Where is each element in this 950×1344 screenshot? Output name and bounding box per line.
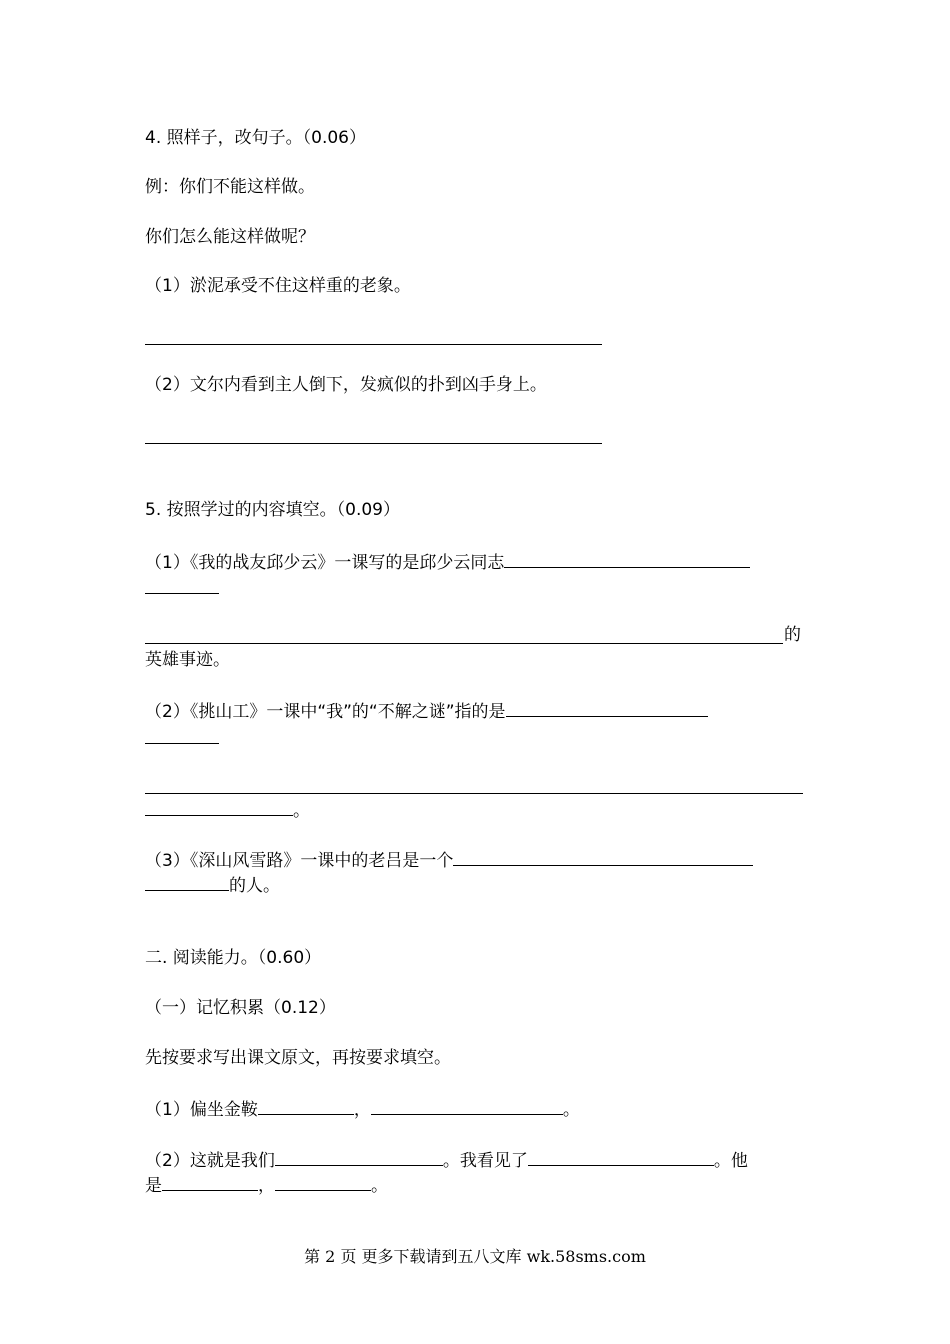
q5-item-2-blank-c[interactable]: [145, 793, 803, 794]
q5-item-3-blank-a[interactable]: [453, 847, 753, 866]
section2-item-1-end: 。: [562, 1100, 580, 1120]
q5-item-2-end: 。: [293, 801, 310, 821]
q5-title: 5. 按照学过的内容填空。（0.09）: [145, 500, 400, 520]
q4-example-label: 例：你们不能这样做。: [145, 177, 315, 197]
q5-item-1-blank-c[interactable]: [145, 643, 783, 644]
section2-item-2-prefix: （2）这就是我们: [145, 1151, 275, 1171]
section2-item-2-tail: 。他: [713, 1151, 748, 1171]
section2-title: 二. 阅读能力。（0.60）: [145, 948, 322, 968]
q5-item-1-suffix: 的: [784, 625, 801, 645]
q5-item-2-line-1: [145, 698, 708, 724]
section2-item-1: [145, 1096, 580, 1122]
q4-answer-line-2: [145, 443, 602, 444]
section2-item-2-line2-end: 。: [371, 1176, 388, 1196]
section2-item-2-line2-prefix: 是: [145, 1176, 162, 1196]
section2-item-2-line-2: [145, 1172, 388, 1198]
section2-instruction: 先按要求写出课文原文，再按要求填空。: [145, 1048, 451, 1068]
q4-example-result: 你们怎么能这样做呢？: [145, 227, 315, 247]
q5-item-2-blank-a[interactable]: [506, 698, 708, 717]
section2-item-1-blank-a[interactable]: [258, 1096, 354, 1115]
section2-item-2-blank-d[interactable]: [275, 1172, 371, 1191]
q5-item-3-line-2: [145, 872, 280, 898]
q4-answer-line-1: [145, 344, 602, 345]
q5-item-2-prefix: （2）《挑山工》一课中“我”的“不解之谜”指的是: [145, 702, 506, 722]
section2-item-2-line-1: [145, 1147, 748, 1173]
q5-item-2-blank-d[interactable]: [145, 797, 293, 816]
q4-item-2: （2）文尔内看到主人倒下，发疯似的扑到凶手身上。: [145, 375, 547, 395]
q5-item-1-blank-b[interactable]: [145, 593, 219, 594]
section2-item-1-prefix: （1）偏坐金鞍: [145, 1100, 258, 1120]
q5-item-1-line-1: [145, 549, 750, 575]
section2-item-2-blank-c[interactable]: [162, 1172, 258, 1191]
q5-item-3-end: 的人。: [229, 876, 280, 896]
q5-item-3-blank-b[interactable]: [145, 872, 229, 891]
page-footer: 第 2 页 更多下载请到五八文库 wk.58sms.com: [304, 1247, 646, 1266]
q5-item-2-blank-b[interactable]: [145, 743, 219, 744]
q5-item-1-blank-a[interactable]: [504, 549, 750, 568]
section2-item-2-mid: 。我看见了: [442, 1151, 528, 1171]
section2-item-2-line2-comma: ，: [258, 1176, 275, 1196]
section2-item-2-blank-a[interactable]: [275, 1147, 443, 1166]
q5-item-3-prefix: （3）《深山风雪路》一课中的老吕是一个: [145, 851, 454, 871]
section2-item-2-blank-b[interactable]: [528, 1147, 714, 1166]
q5-item-2-line-3: [145, 797, 310, 823]
q4-title: 4. 照样子，改句子。（0.06）: [145, 128, 366, 148]
q5-item-3-line-1: [145, 847, 753, 873]
section2-subtitle: （一）记忆积累（0.12）: [145, 998, 336, 1018]
q5-item-1-end: 英雄事迹。: [145, 650, 230, 670]
q4-item-1: （1）淤泥承受不住这样重的老象。: [145, 276, 411, 296]
section2-item-1-blank-b[interactable]: [371, 1096, 563, 1115]
q5-item-1-prefix: （1）《我的战友邱少云》一课写的是邱少云同志: [145, 553, 505, 573]
section2-item-1-comma: ，: [353, 1100, 371, 1120]
